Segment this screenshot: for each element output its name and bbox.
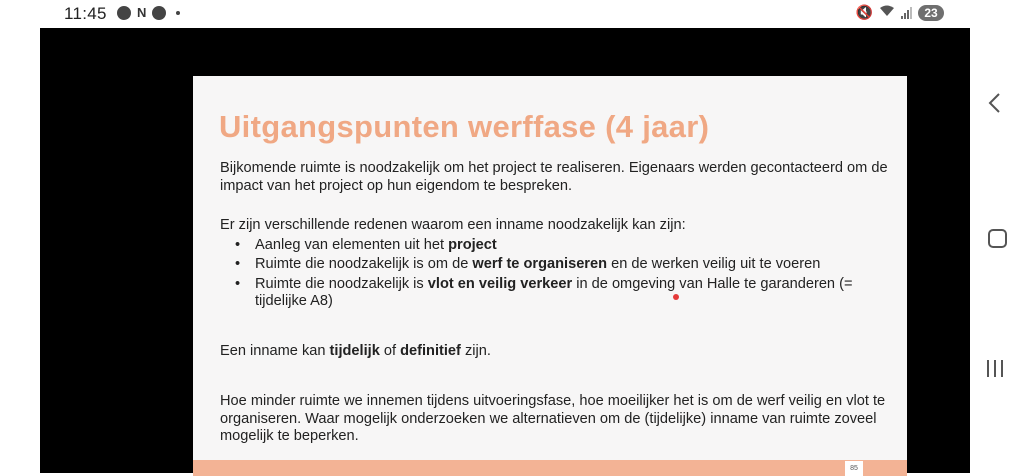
inname-paragraph: Een inname kan tijdelijk of definitief zijn. — [220, 342, 491, 359]
slide-body — [220, 160, 890, 446]
chrome-icon — [152, 6, 166, 20]
wifi-icon — [879, 5, 895, 20]
slide-footer-bar — [193, 460, 907, 476]
chrome-icon — [117, 6, 131, 20]
more-notifications-icon — [176, 11, 180, 15]
status-bar — [0, 0, 1024, 28]
n-icon: N — [137, 5, 147, 20]
closing-paragraph: Hoe minder ruimte we innemen tijdens uitvoeringsfase, hoe moeilijker het is om de werf veilig en vlot te organiseren. Waar mogelijk onderzoeken we alternatieven om de (tijdelijke) inname van ruimte zoveel mogelijk te beperken. — [220, 393, 886, 444]
list-item: • Aanleg van elementen uit het project — [220, 237, 890, 255]
back-icon[interactable] — [986, 92, 1004, 119]
system-icons — [856, 4, 944, 21]
home-icon[interactable] — [988, 229, 1007, 248]
signal-icon — [901, 7, 912, 19]
recents-icon[interactable] — [987, 360, 1003, 377]
mute-icon: 🔇 — [855, 4, 873, 20]
presentation-slide — [193, 76, 907, 476]
battery-indicator: 23 — [918, 5, 944, 21]
list-item: • Ruimte die noodzakelijk is om de werf te organiseren en de werken veilig uit te voeren — [220, 256, 890, 274]
list-item: • Ruimte die noodzakelijk is vlot en veilig verkeer in de omgeving van Halle te garanderen (= tijdelijke A8) — [220, 276, 890, 311]
intro-paragraph: Bijkomende ruimte is noodzakelijk om het project te realiseren. Eigenaars werden gecontacteerd om de impact van het project op hun eigendom te bespreken. — [220, 160, 888, 194]
status-time: 11:45 — [64, 4, 107, 23]
page-number: 85 — [845, 461, 863, 476]
laser-pointer-dot — [673, 294, 679, 300]
slide-title: Uitgangspunten werffase (4 jaar) — [219, 109, 710, 144]
reasons-list — [220, 237, 890, 311]
reasons-heading: Er zijn verschillende redenen waarom een inname noodzakelijk kan zijn: — [220, 217, 686, 233]
video-player[interactable] — [40, 28, 970, 473]
notification-icons — [117, 6, 180, 20]
